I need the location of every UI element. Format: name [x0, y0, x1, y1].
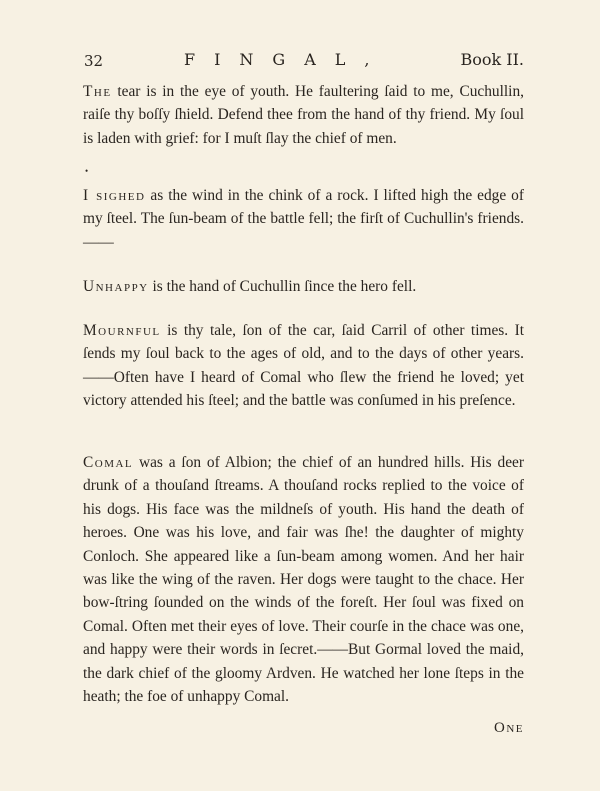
book-number: Book II. — [460, 50, 524, 69]
paragraph-text: is the hand of Cuchullin ſince the hero fell. — [148, 278, 417, 295]
paragraph — [83, 184, 524, 254]
paragraph-text: is thy tale, ſon of the car, ſaid Carril of other times. It ſends my ſoul back to the ages of old, and to the days of other years.——Often have I heard of Comal who ſlew the friend he loved; yet victory attended his ſteel; and the battle was conſumed in his preſence. — [83, 322, 524, 410]
page-number: 32 — [84, 52, 104, 70]
paragraph-lead: Mournful — [83, 322, 161, 339]
paragraph-lead: The — [83, 83, 112, 100]
paragraph-lead: Unhappy — [83, 278, 149, 295]
paragraph — [83, 319, 524, 413]
paragraph-lead: Comal — [83, 454, 134, 471]
running-title: FINGAL, — [184, 50, 389, 69]
catchword: One — [494, 720, 524, 736]
paragraph — [83, 275, 524, 298]
ornament-mark: • — [85, 166, 89, 176]
paragraph-text: tear is in the eye of youth. He faultering ſaid to me, Cuchullin, raiſe thy boſſy ſhield. Defend thee from the hand of thy friend. My ſoul is laden with grief: for I muſt ſlay the chief of men. — [83, 83, 524, 147]
paragraph — [83, 80, 524, 150]
running-head — [84, 48, 524, 72]
paragraph-text: as the wind in the chink of a rock. I lifted high the edge of my ſteel. The ſun-beam of the battle fell; the firſt of Cuchullin's friends.—— — [83, 187, 524, 251]
paragraph-lead: I sighed — [83, 187, 146, 204]
paragraph-text: was a ſon of Albion; the chief of an hundred hills. His deer drunk of a thouſand ſtreams. A thouſand rocks replied to the voice of his dogs. His face was the mildneſs of youth. His hand the death of heroes. One was his love, and fair was ſhe! the daughter of mighty Conloch. She appeared like a ſun-beam among women. And her hair was like the wing of the raven. Her dogs were taught to the chace. Her bow-ſtring ſounded on the winds of the foreſt. Her ſoul was fixed on Comal. Often met their eyes of love. Their courſe in the chace was one, and happy were their words in ſecret.——But Gormal loved the maid, the dark chief of the gloomy Ardven. He watched her lone ſteps in the heath; the foe of unhappy Comal. — [83, 454, 524, 706]
paragraph — [83, 451, 524, 708]
